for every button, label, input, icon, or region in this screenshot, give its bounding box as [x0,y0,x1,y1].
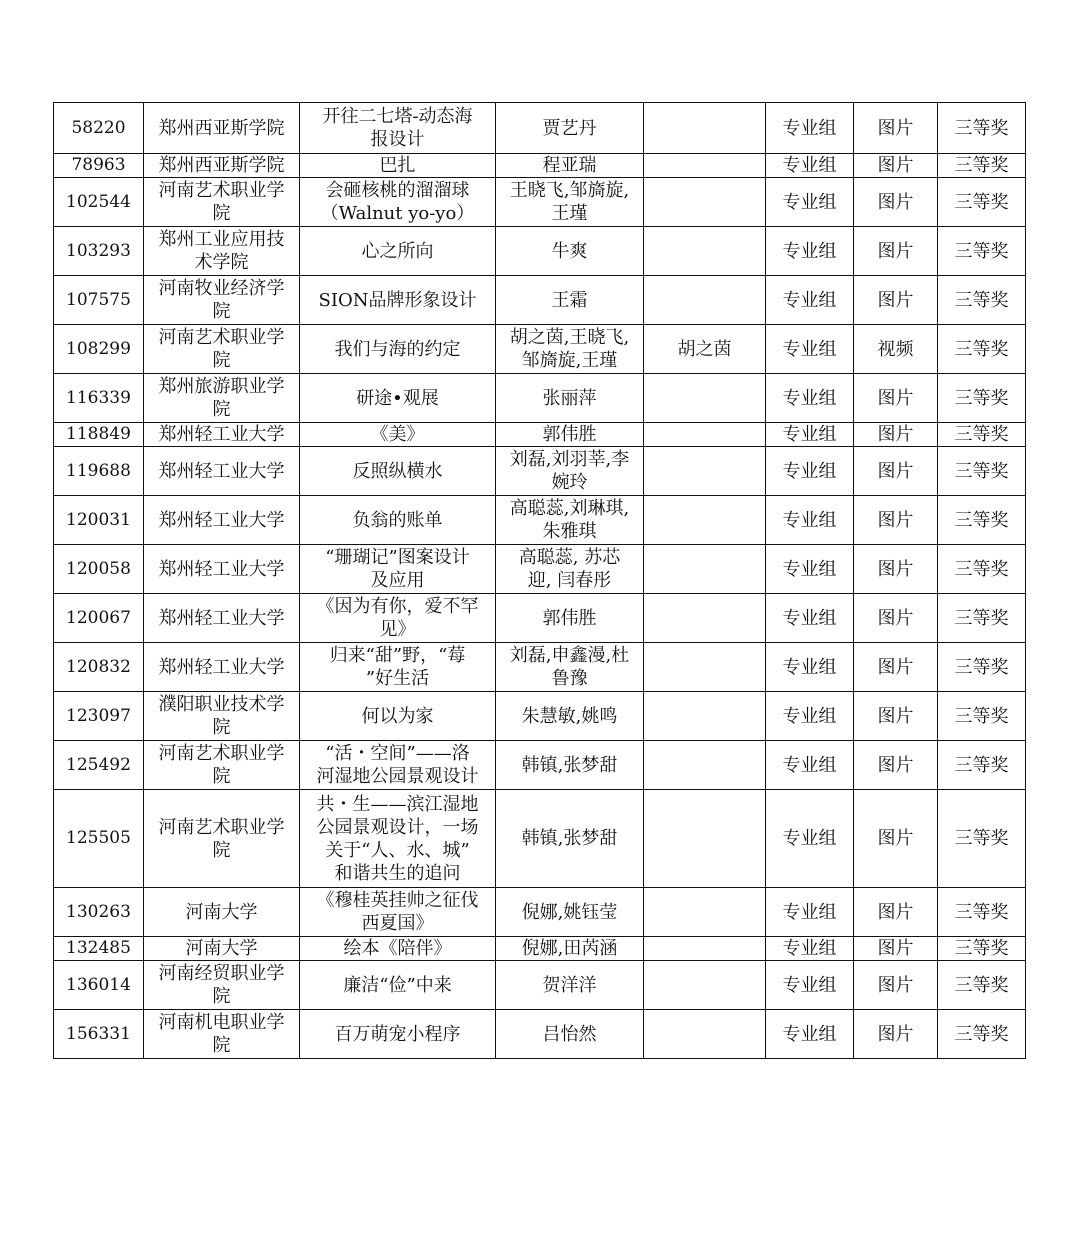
work-type-cell: 图片 [854,276,938,325]
authors-cell: 韩镇,张梦甜 [496,741,644,790]
school-cell: 河南大学 [144,888,300,937]
teacher-cell [644,692,766,741]
work-type-cell: 视频 [854,325,938,374]
teacher-cell [644,1010,766,1059]
school-cell: 郑州轻工业大学 [144,423,300,447]
school-cell: 郑州西亚斯学院 [144,103,300,154]
teacher-cell [644,937,766,961]
work-title-cell: 心之所向 [300,227,496,276]
authors-cell: 刘磊,刘羽莘,李 婉玲 [496,447,644,496]
authors-cell: 刘磊,申鑫漫,杜 鲁豫 [496,643,644,692]
work-title-cell: 百万萌宠小程序 [300,1010,496,1059]
work-type-cell: 图片 [854,103,938,154]
school-cell: 河南艺术职业学 院 [144,790,300,888]
teacher-cell: 胡之茵 [644,325,766,374]
teacher-cell [644,178,766,227]
table-row [54,227,1026,276]
school-cell: 郑州轻工业大学 [144,447,300,496]
work-title-cell: 《美》 [300,423,496,447]
entry-id-cell: 78963 [54,154,144,178]
table-row [54,937,1026,961]
school-cell: 郑州轻工业大学 [144,643,300,692]
teacher-cell [644,447,766,496]
table-row [54,276,1026,325]
work-title-cell: 《因为有你，爱不罕 见》 [300,594,496,643]
table-row [54,374,1026,423]
award-level-cell: 三等奖 [938,154,1026,178]
award-level-cell: 三等奖 [938,545,1026,594]
award-level-cell: 三等奖 [938,790,1026,888]
work-title-cell: 开往二七塔-动态海 报设计 [300,103,496,154]
work-title-cell: 巴扎 [300,154,496,178]
work-type-cell: 图片 [854,594,938,643]
authors-cell: 胡之茵,王晓飞, 邹旖旋,王瑾 [496,325,644,374]
entry-id-cell: 123097 [54,692,144,741]
group-cell: 专业组 [766,325,854,374]
work-type-cell: 图片 [854,447,938,496]
school-cell: 郑州轻工业大学 [144,545,300,594]
school-cell: 濮阳职业技术学 院 [144,692,300,741]
group-cell: 专业组 [766,643,854,692]
work-title-cell: 共・生——滨江湿地 公园景观设计，一场 关于“人、水、城” 和谐共生的追问 [300,790,496,888]
entry-id-cell: 118849 [54,423,144,447]
work-title-cell: SION品牌形象设计 [300,276,496,325]
authors-cell: 吕怡然 [496,1010,644,1059]
teacher-cell [644,154,766,178]
work-title-cell: 绘本《陪伴》 [300,937,496,961]
table-row [54,643,1026,692]
table-row [54,178,1026,227]
teacher-cell [644,790,766,888]
school-cell: 河南艺术职业学 院 [144,741,300,790]
award-level-cell: 三等奖 [938,643,1026,692]
work-type-cell: 图片 [854,227,938,276]
group-cell: 专业组 [766,496,854,545]
group-cell: 专业组 [766,103,854,154]
entry-id-cell: 120832 [54,643,144,692]
work-type-cell: 图片 [854,423,938,447]
work-title-cell: 廉洁“俭”中来 [300,961,496,1010]
award-level-cell: 三等奖 [938,961,1026,1010]
school-cell: 郑州旅游职业学 院 [144,374,300,423]
table-row [54,888,1026,937]
group-cell: 专业组 [766,178,854,227]
entry-id-cell: 132485 [54,937,144,961]
teacher-cell [644,496,766,545]
entry-id-cell: 120031 [54,496,144,545]
work-title-cell: 反照纵横水 [300,447,496,496]
work-type-cell: 图片 [854,937,938,961]
work-type-cell: 图片 [854,1010,938,1059]
award-level-cell: 三等奖 [938,692,1026,741]
group-cell: 专业组 [766,154,854,178]
entry-id-cell: 103293 [54,227,144,276]
entry-id-cell: 120067 [54,594,144,643]
entry-id-cell: 120058 [54,545,144,594]
work-title-cell: 我们与海的约定 [300,325,496,374]
work-title-cell: 研途•观展 [300,374,496,423]
authors-cell: 程亚瑞 [496,154,644,178]
work-type-cell: 图片 [854,790,938,888]
authors-cell: 王晓飞,邹旖旋, 王瑾 [496,178,644,227]
work-title-cell: 负翁的账单 [300,496,496,545]
school-cell: 郑州轻工业大学 [144,594,300,643]
award-level-cell: 三等奖 [938,374,1026,423]
school-cell: 郑州轻工业大学 [144,496,300,545]
table-row [54,496,1026,545]
entry-id-cell: 102544 [54,178,144,227]
group-cell: 专业组 [766,937,854,961]
award-level-cell: 三等奖 [938,447,1026,496]
entry-id-cell: 125505 [54,790,144,888]
work-type-cell: 图片 [854,154,938,178]
table-row [54,594,1026,643]
award-level-cell: 三等奖 [938,937,1026,961]
teacher-cell [644,741,766,790]
school-cell: 郑州工业应用技 术学院 [144,227,300,276]
teacher-cell [644,545,766,594]
work-type-cell: 图片 [854,374,938,423]
table-row [54,423,1026,447]
award-level-cell: 三等奖 [938,103,1026,154]
group-cell: 专业组 [766,961,854,1010]
award-level-cell: 三等奖 [938,888,1026,937]
award-list-table [53,102,1026,1059]
group-cell: 专业组 [766,276,854,325]
group-cell: 专业组 [766,423,854,447]
group-cell: 专业组 [766,790,854,888]
table-row [54,692,1026,741]
work-type-cell: 图片 [854,496,938,545]
school-cell: 河南机电职业学 院 [144,1010,300,1059]
school-cell: 郑州西亚斯学院 [144,154,300,178]
authors-cell: 高聪蕊,刘琳琪, 朱雅琪 [496,496,644,545]
authors-cell: 牛爽 [496,227,644,276]
table-row [54,741,1026,790]
teacher-cell [644,276,766,325]
table-row [54,790,1026,888]
authors-cell: 韩镇,张梦甜 [496,790,644,888]
award-level-cell: 三等奖 [938,178,1026,227]
table-row [54,1010,1026,1059]
teacher-cell [644,594,766,643]
work-title-cell: 归来“甜”野，“莓 ”好生活 [300,643,496,692]
authors-cell: 张丽萍 [496,374,644,423]
entry-id-cell: 156331 [54,1010,144,1059]
group-cell: 专业组 [766,594,854,643]
work-title-cell: “珊瑚记”图案设计 及应用 [300,545,496,594]
group-cell: 专业组 [766,374,854,423]
authors-cell: 朱慧敏,姚鸣 [496,692,644,741]
teacher-cell [644,374,766,423]
award-table-body [54,103,1026,1059]
entry-id-cell: 116339 [54,374,144,423]
school-cell: 河南经贸职业学 院 [144,961,300,1010]
authors-cell: 倪娜,田芮涵 [496,937,644,961]
group-cell: 专业组 [766,888,854,937]
award-level-cell: 三等奖 [938,423,1026,447]
entry-id-cell: 130263 [54,888,144,937]
entry-id-cell: 58220 [54,103,144,154]
work-type-cell: 图片 [854,961,938,1010]
table-row [54,447,1026,496]
work-title-cell: 《穆桂英挂帅之征伐 西夏国》 [300,888,496,937]
authors-cell: 倪娜,姚钰莹 [496,888,644,937]
work-type-cell: 图片 [854,692,938,741]
work-type-cell: 图片 [854,545,938,594]
table-row [54,103,1026,154]
entry-id-cell: 107575 [54,276,144,325]
award-level-cell: 三等奖 [938,594,1026,643]
work-type-cell: 图片 [854,741,938,790]
group-cell: 专业组 [766,1010,854,1059]
entry-id-cell: 108299 [54,325,144,374]
authors-cell: 贺洋洋 [496,961,644,1010]
teacher-cell [644,961,766,1010]
teacher-cell [644,103,766,154]
award-level-cell: 三等奖 [938,325,1026,374]
work-title-cell: 何以为家 [300,692,496,741]
entry-id-cell: 125492 [54,741,144,790]
table-row [54,325,1026,374]
work-title-cell: 会砸核桃的溜溜球 （Walnut yo-yo） [300,178,496,227]
work-type-cell: 图片 [854,643,938,692]
work-type-cell: 图片 [854,178,938,227]
group-cell: 专业组 [766,447,854,496]
authors-cell: 高聪蕊, 苏芯 迎, 闫春彤 [496,545,644,594]
group-cell: 专业组 [766,545,854,594]
table-row [54,545,1026,594]
award-level-cell: 三等奖 [938,741,1026,790]
table-row [54,154,1026,178]
authors-cell: 王霜 [496,276,644,325]
teacher-cell [644,888,766,937]
award-level-cell: 三等奖 [938,1010,1026,1059]
group-cell: 专业组 [766,227,854,276]
teacher-cell [644,643,766,692]
entry-id-cell: 136014 [54,961,144,1010]
authors-cell: 郭伟胜 [496,594,644,643]
teacher-cell [644,227,766,276]
school-cell: 河南艺术职业学 院 [144,178,300,227]
group-cell: 专业组 [766,692,854,741]
group-cell: 专业组 [766,741,854,790]
school-cell: 河南大学 [144,937,300,961]
school-cell: 河南艺术职业学 院 [144,325,300,374]
teacher-cell [644,423,766,447]
table-row [54,961,1026,1010]
award-level-cell: 三等奖 [938,496,1026,545]
authors-cell: 郭伟胜 [496,423,644,447]
award-level-cell: 三等奖 [938,276,1026,325]
work-title-cell: “活・空间”——洛 河湿地公园景观设计 [300,741,496,790]
authors-cell: 贾艺丹 [496,103,644,154]
work-type-cell: 图片 [854,888,938,937]
school-cell: 河南牧业经济学 院 [144,276,300,325]
award-level-cell: 三等奖 [938,227,1026,276]
entry-id-cell: 119688 [54,447,144,496]
